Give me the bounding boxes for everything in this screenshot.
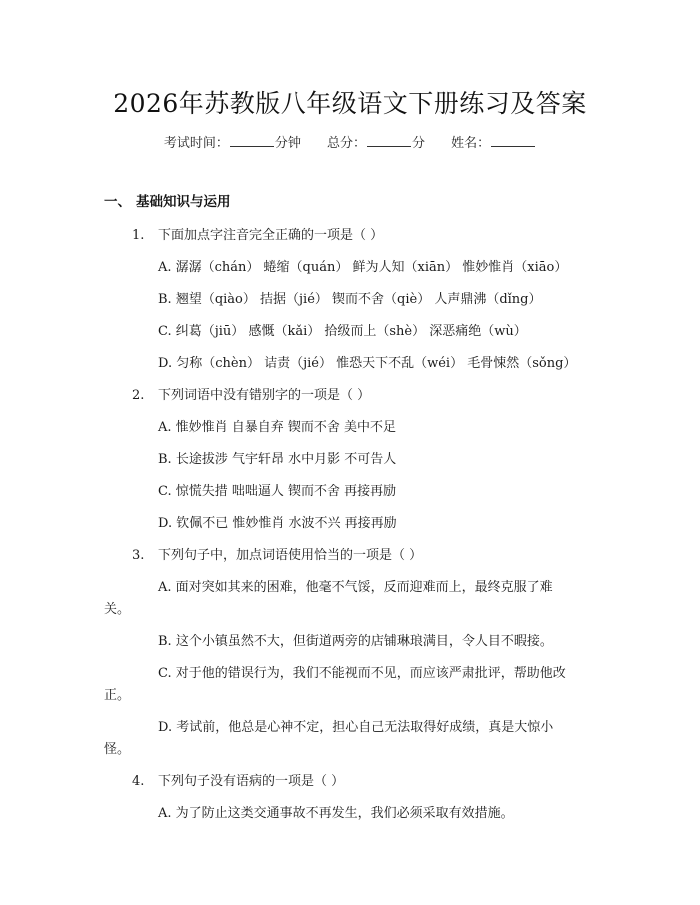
question-2 [132,384,370,403]
section-number: 一、 [104,194,131,210]
question-stem: 下面加点字注音完全正确的一项是（ ） [158,228,384,243]
option-1a: A. 潺潺（chán） 蜷缩（quán） 鲜为人知（xiān） 惟妙惟肖（xiāo） [158,260,568,275]
option-3d-continued: 怪。 [104,742,131,757]
question-stem: 下列句子没有语病的一项是（ ） [158,774,345,789]
option-2a: A. 惟妙惟肖 自暴自弃 锲而不舍 美中不足 [158,420,397,435]
question-3 [132,544,422,563]
question-1 [132,224,383,243]
question-stem: 下列句子中，加点词语使用恰当的一项是（ ） [158,548,423,563]
question-number: 3. [132,548,145,563]
option-2b: B. 长途拔涉 气宇轩昂 水中月影 不可告人 [158,452,397,467]
option-4a: A. 为了防止这类交通事故不再发生，我们必须采取有效措施。 [158,806,514,821]
question-number: 2. [132,388,145,403]
page-title: 2026年苏教版八年级语文下册练习及答案 [113,89,587,118]
time-unit: 分钟 [274,136,301,151]
question-4 [132,770,344,789]
question-number: 1. [132,228,145,243]
question-number: 4. [132,774,145,789]
option-3c: C. 对于他的错误行为，我们不能视而不见，而应该严肃批评，帮助他改 [158,666,566,681]
option-3a: A. 面对突如其来的困难，他毫不气馁，反而迎难而上，最终克服了难 [158,580,553,595]
name-label: 姓名： [451,136,491,151]
score-label: 总分： [326,136,366,151]
option-3d: D. 考试前，他总是心神不定，担心自己无法取得好成绩，真是大惊小 [158,720,554,735]
time-blank [230,133,274,147]
section-heading [104,190,231,210]
question-stem: 下列词语中没有错别字的一项是（ ） [158,388,371,403]
option-3a-continued: 关。 [104,602,131,617]
student-name [451,136,536,151]
exam-meta [0,132,700,151]
option-3c-continued: 正。 [104,688,131,703]
time-label: 考试时间： [163,136,229,151]
option-1d: D. 匀称（chèn） 诘责（jié） 惟恐天下不乱（wéi） 毛骨悚然（sǒng） [158,356,577,371]
option-1b: B. 翘望（qiào） 拮据（jié） 锲而不舍（qiè） 人声鼎沸（dǐng） [158,292,542,307]
score-unit: 分 [412,136,426,151]
option-2c: C. 惊慌失措 咄咄逼人 锲而不舍 再接再励 [158,484,397,499]
name-blank [491,133,535,147]
option-2d: D. 钦佩不已 惟妙惟肖 水波不兴 再接再励 [158,516,397,531]
exam-score [327,136,425,151]
option-1c: C. 纠葛（jiū） 感慨（kǎi） 拾级而上（shè） 深恶痛绝（wù） [158,324,527,339]
score-blank [367,133,411,147]
option-3b: B. 这个小镇虽然不大，但街道两旁的店铺琳琅满目，令人目不暇接。 [158,634,553,649]
section-title: 基础知识与运用 [136,194,231,210]
exam-time [164,136,301,151]
